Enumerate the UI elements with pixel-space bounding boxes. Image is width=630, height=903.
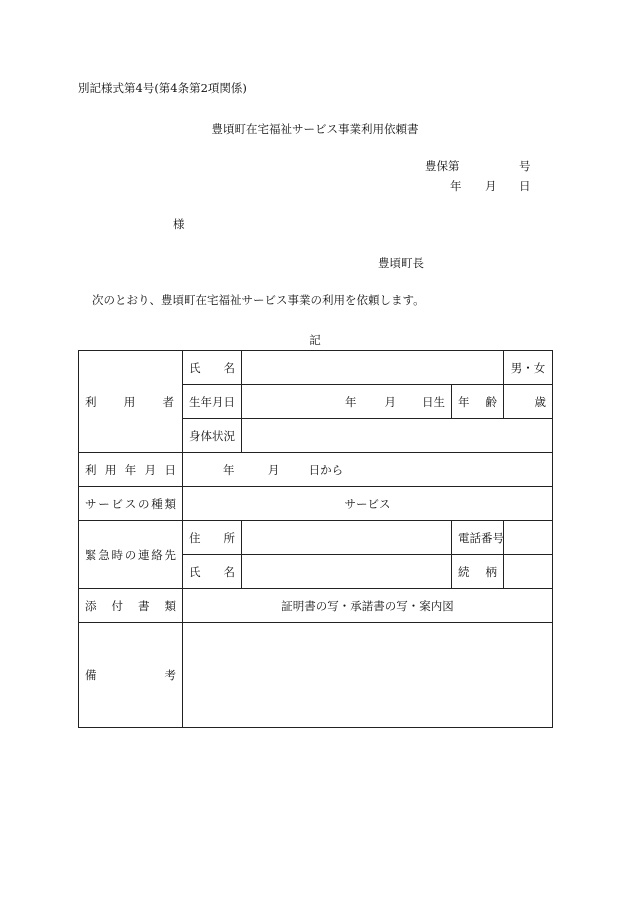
label-char: 続	[458, 564, 470, 579]
body-text: 次のとおり、豊頃町在宅福祉サービス事業の利用を依頼します。	[92, 293, 425, 307]
user-label-spread	[85, 394, 174, 410]
table-row	[79, 521, 553, 555]
label-char: 利	[85, 394, 97, 409]
user-label-cell	[79, 351, 183, 453]
label-char: ス	[124, 496, 137, 511]
table-row	[79, 453, 553, 487]
document-title: 豊頃町在宅福祉サービス事業利用依頼書	[211, 122, 419, 136]
usage-day: 日から	[308, 462, 344, 477]
condition-label: 身体状況	[183, 419, 242, 453]
label-char: 類	[164, 598, 176, 613]
form-number: 別記様式第4号(第4条第2項関係)	[78, 81, 247, 95]
attachments-value: 証明書の写・承諾書の写・案内図	[183, 589, 553, 623]
attachments-label-cell	[79, 589, 183, 623]
table-row	[79, 487, 553, 521]
label-char: 書	[138, 598, 150, 613]
label-char: 名	[223, 564, 235, 579]
relation-label	[458, 564, 497, 580]
birth-day: 日生	[422, 394, 445, 409]
label-char: の	[138, 496, 150, 511]
addressee-suffix: 様	[173, 217, 185, 231]
label-char: 日	[164, 462, 176, 477]
service-type-label-cell	[79, 487, 183, 521]
address-input-cell[interactable]	[242, 521, 452, 555]
label-char: 添	[85, 598, 97, 613]
remarks-input-cell[interactable]	[183, 623, 553, 728]
label-char: 付	[111, 598, 123, 613]
birth-date-cell[interactable]	[242, 385, 452, 419]
service-value[interactable]: サービス	[183, 487, 553, 521]
name-label	[189, 360, 235, 376]
label-char: 所	[223, 530, 235, 545]
age-label-cell	[452, 385, 504, 419]
label-char: 急	[98, 547, 110, 562]
phone-input-cell[interactable]	[504, 521, 553, 555]
label-char: 齢	[485, 394, 497, 409]
label-char: ー	[98, 496, 110, 511]
label-char: ビ	[111, 496, 123, 511]
label-char: 用	[104, 462, 117, 477]
usage-date-cell[interactable]	[183, 453, 553, 487]
emergency-label-cell	[79, 521, 183, 589]
label-char: 先	[164, 547, 176, 562]
label-char: の	[124, 547, 137, 562]
label-char: 利	[85, 462, 97, 477]
label-char: 考	[164, 668, 176, 682]
ec-name-input-cell[interactable]	[242, 555, 452, 589]
remarks-label	[85, 667, 176, 683]
label-char: 種	[151, 496, 163, 511]
label-char: 氏	[189, 360, 201, 375]
label-char: 備	[85, 668, 97, 682]
birth-year: 年	[345, 394, 357, 409]
date-day: 日	[519, 179, 531, 193]
ki-label: 記	[309, 333, 321, 347]
remarks-label-cell	[79, 623, 183, 728]
label-char: 絡	[151, 547, 163, 562]
label-char: 緊	[85, 547, 97, 562]
label-char: 住	[189, 530, 201, 545]
usage-date-label	[85, 462, 176, 478]
request-form-table	[78, 350, 553, 728]
service-type-label	[85, 496, 176, 512]
date-year: 年	[450, 179, 462, 193]
relation-input-cell[interactable]	[504, 555, 553, 589]
label-char: 用	[123, 394, 136, 409]
address-label	[189, 530, 235, 546]
name-label-cell	[183, 351, 242, 385]
label-char: 年	[124, 462, 137, 477]
doc-number-suffix: 号	[519, 159, 531, 173]
label-char: 年	[458, 394, 470, 409]
date-month: 月	[485, 179, 497, 193]
user-label	[85, 394, 176, 410]
condition-input-cell[interactable]	[242, 419, 553, 453]
ec-name-label-cell	[183, 555, 242, 589]
label-char: 連	[138, 547, 150, 562]
attachments-label	[85, 598, 176, 614]
address-label-cell	[183, 521, 242, 555]
issuer: 豊頃町長	[378, 256, 424, 270]
label-char: 者	[162, 394, 174, 409]
label-char: 類	[164, 496, 176, 511]
table-row	[79, 351, 553, 385]
age-label	[458, 394, 497, 410]
doc-number-prefix: 豊保第	[425, 159, 460, 173]
phone-label: 電話番号	[452, 521, 504, 555]
emergency-label	[85, 547, 176, 563]
usage-date-label-cell	[79, 453, 183, 487]
birth-month: 月	[384, 394, 396, 409]
label-char: サ	[85, 496, 97, 511]
birth-label: 生年月日	[183, 385, 242, 419]
name-input-cell[interactable]	[242, 351, 504, 385]
usage-month: 月	[267, 462, 280, 477]
relation-label-cell	[452, 555, 504, 589]
label-char: 柄	[485, 564, 497, 579]
ec-name-label	[189, 564, 235, 580]
gender-cell[interactable]: 男・女	[504, 351, 553, 385]
label-char: 時	[111, 547, 123, 562]
label-char: 名	[223, 360, 235, 375]
label-char: 月	[144, 462, 157, 477]
label-char: 氏	[189, 564, 201, 579]
table-row	[79, 623, 553, 728]
table-row	[79, 589, 553, 623]
usage-year: 年	[223, 462, 235, 477]
age-unit[interactable]: 歳	[504, 385, 553, 419]
